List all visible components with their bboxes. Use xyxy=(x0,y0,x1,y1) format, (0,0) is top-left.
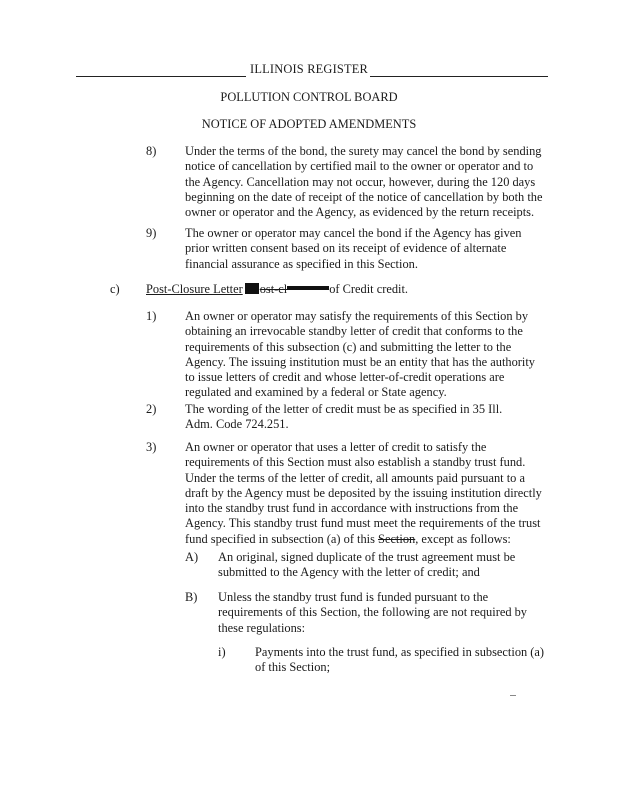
item-i-number: i) xyxy=(218,645,226,659)
item-c3-text xyxy=(185,440,548,547)
header-rule-left xyxy=(76,76,246,77)
item-c2-text: The wording of the letter of credit must be as specified in 35 Ill. Adm. Code 724.251. xyxy=(185,402,503,432)
section-c-number: c) xyxy=(110,282,120,296)
item-A-text: An original, signed duplicate of the trust agreement must be submitted to the Agency with the letter of credit; and xyxy=(218,550,516,580)
item-c2-number: 2) xyxy=(146,402,157,416)
register-title: ILLINOIS REGISTER xyxy=(250,62,369,76)
item-c3-struck: Section xyxy=(378,531,416,546)
heading-struck-text: ost-cl xyxy=(259,282,288,296)
item-8-text: Under the terms of the bond, the surety may cancel the bond by sending notice of cancellation by certified mail to the owner or operator and to the Agency. Cancellation may not occur, however, during the 120 days beginning on the date of receipt of the notice of cancellation by both the owner or operator and the Agency, as evidenced by the return receipts. xyxy=(185,144,543,220)
board-name: POLLUTION CONTROL BOARD xyxy=(220,90,398,104)
item-c1-number: 1) xyxy=(146,309,157,323)
notice-title: NOTICE OF ADOPTED AMENDMENTS xyxy=(201,117,417,131)
item-c1-text: An owner or operator may satisfy the requirements of this Section by obtaining an irrevocable standby letter of credit that conforms to the requirements of this subsection (c) and submitting the letter to the Agency. The issuing institution must be an entity that has the authority to issue letters of credit and whose letter-of-credit operations are regulated and examined by a federal or State agency. xyxy=(185,309,535,400)
heading-new-text: Post-Closure Letter xyxy=(146,282,243,296)
item-A-number: A) xyxy=(185,550,199,564)
scan-artifact xyxy=(510,695,516,696)
item-c3-main: An owner or operator that uses a letter of credit to satisfy the requirements of this Section must also establish a standby trust fund. Under the terms of the letter of credit, all amounts paid pursuant to a draft by the Agency must be deposited by the issuing institution directly into the standby trust fund in accordance with instructions from the Agency. This standby trust fund must meet the requirements of the trust fund specified in subsection (a) of this xyxy=(185,440,542,546)
item-i-text: Payments into the trust fund, as specified in subsection (a) of this Section; xyxy=(255,645,545,675)
item-B-text: Unless the standby trust fund is funded pursuant to the requirements of this Section, the following are not required by these regulations: xyxy=(218,590,527,635)
item-9-number: 9) xyxy=(146,226,157,240)
item-8-number: 8) xyxy=(146,144,157,158)
item-c3-number: 3) xyxy=(146,440,157,454)
section-c-heading xyxy=(146,282,546,297)
redaction-mark-2 xyxy=(287,286,329,290)
item-c3-end: , except as follows: xyxy=(415,531,511,546)
item-B-number: B) xyxy=(185,590,198,604)
header-rule-right xyxy=(370,76,548,77)
item-9-text: The owner or operator may cancel the bond if the Agency has given prior written consent based on its receipt of evidence of alternate financial assurance as specified in this Section. xyxy=(185,226,522,271)
redaction-mark xyxy=(245,283,259,294)
heading-struck-text-2: of Credit credit. xyxy=(329,282,409,296)
